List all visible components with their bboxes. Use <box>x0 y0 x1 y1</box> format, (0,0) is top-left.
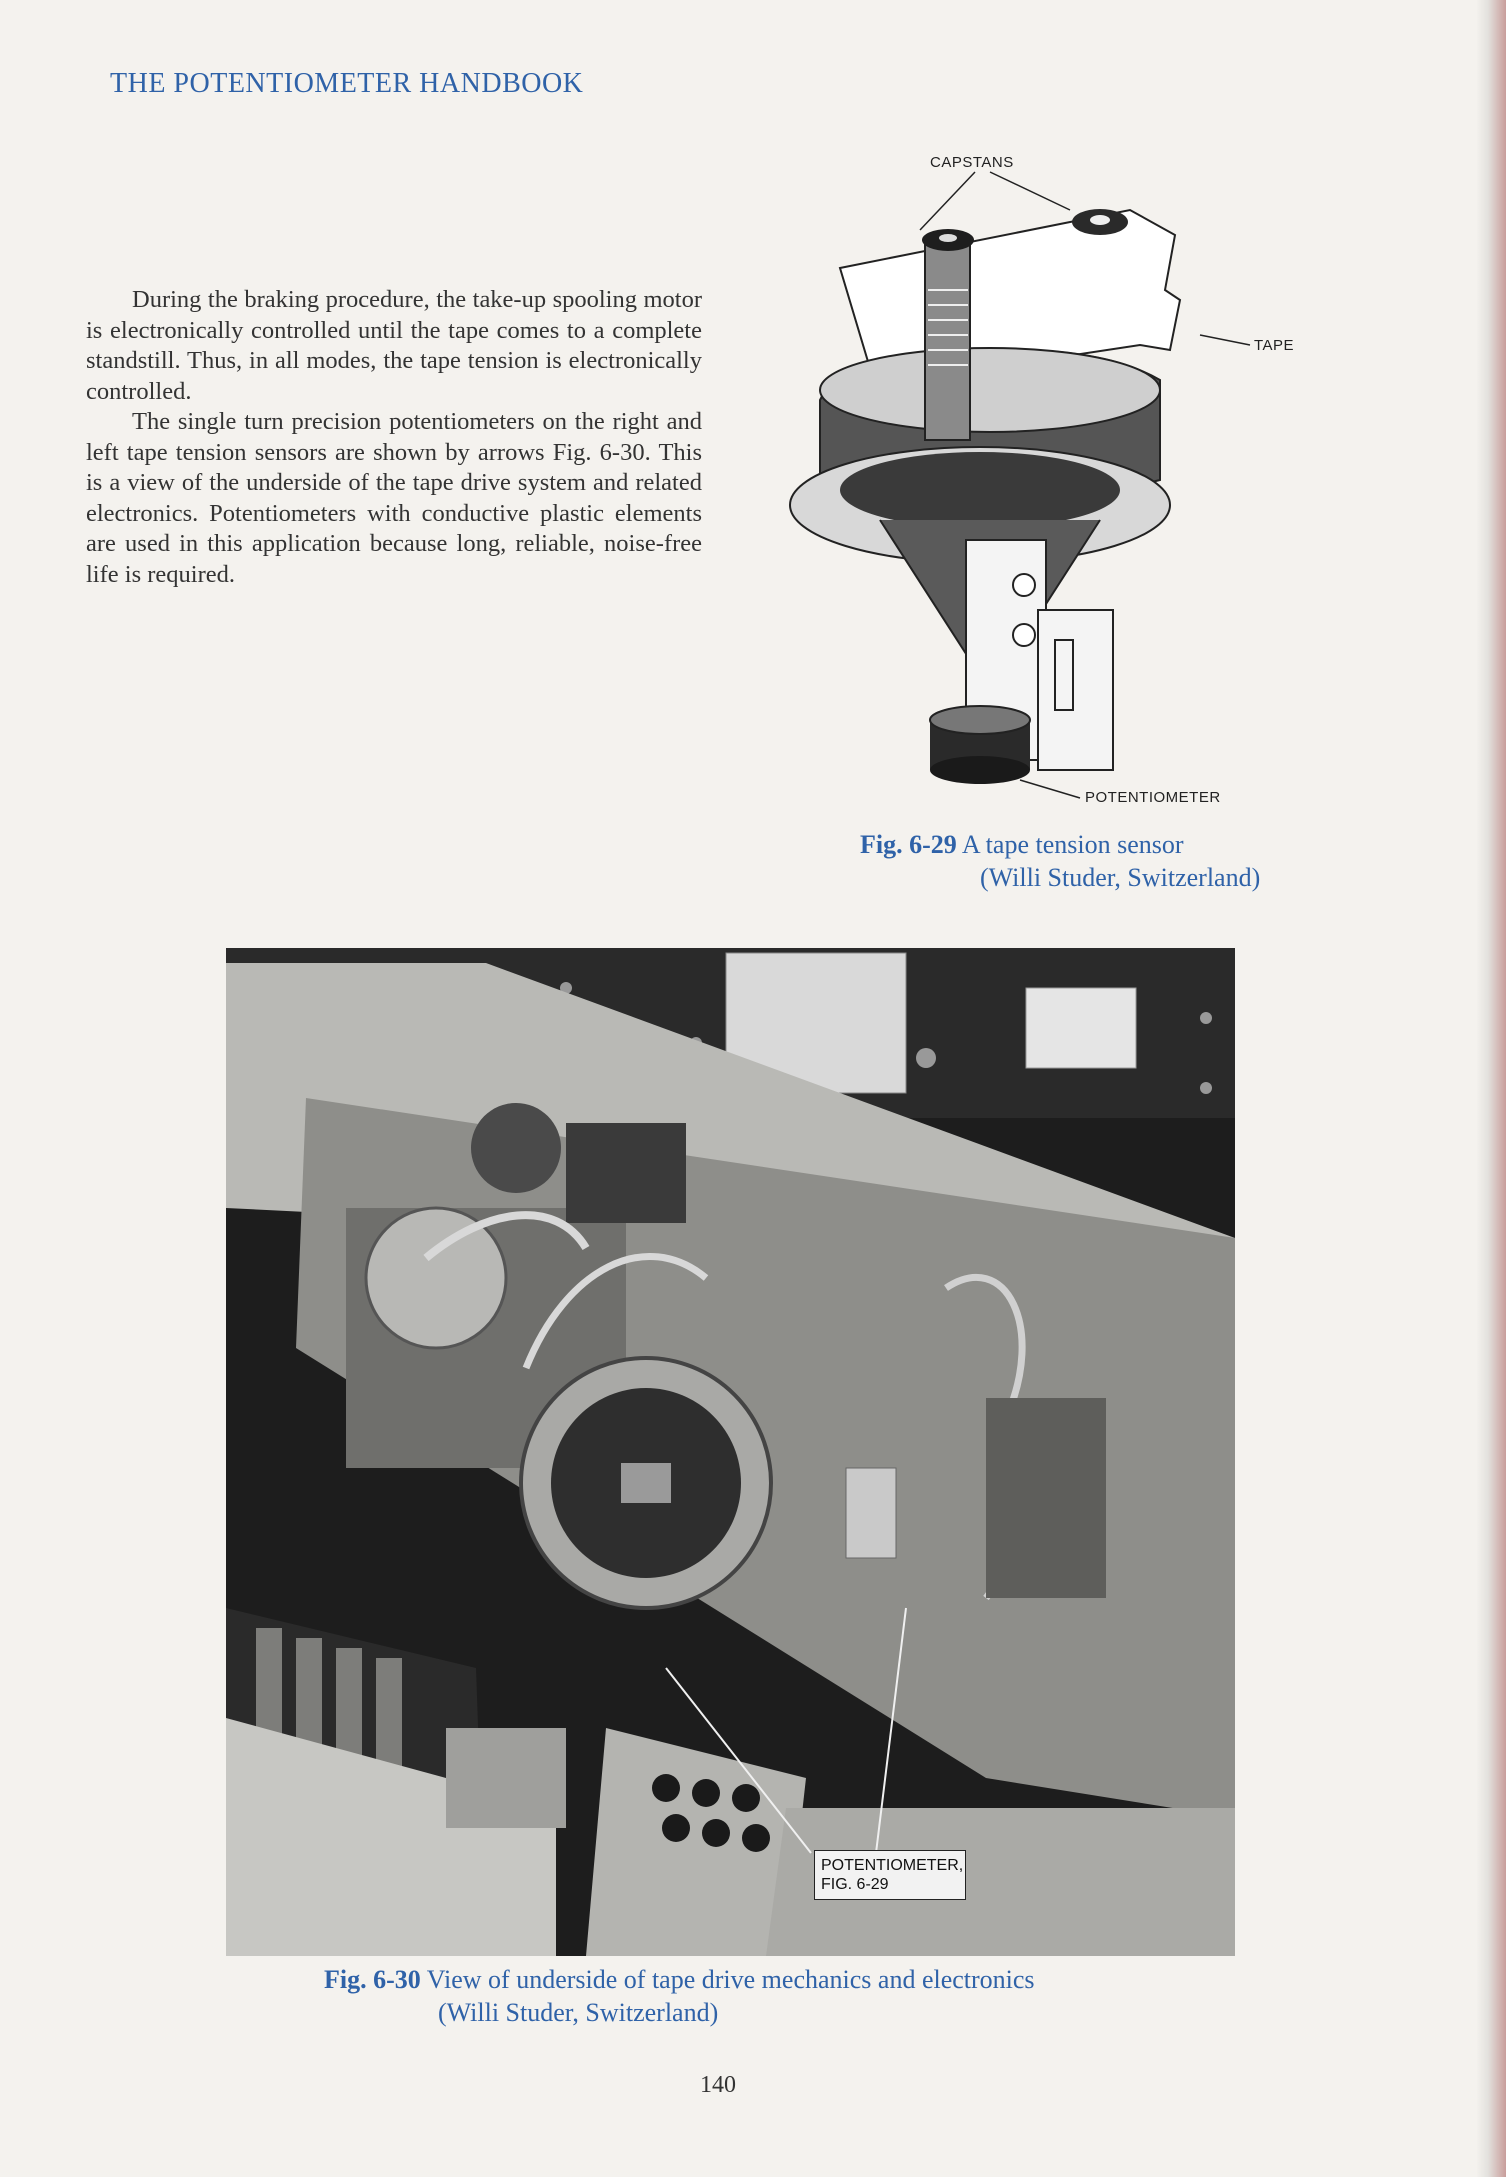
tape-label: TAPE <box>1254 337 1295 354</box>
figure-6-29-caption <box>860 828 1340 894</box>
paragraph: During the braking procedure, the take-up spooling motor is electronically controlled until the tape comes to a complete standstill. Thus, in all modes, the tape tension is electronically controlled. <box>86 286 702 405</box>
paragraph: The single turn precision potentiometers on the right and left tape tension sensors are shown by arrows Fig. 6-30. This is a view of the underside of the tape drive system and related electronics. Potentiometers with conductive plastic elements are used in this application because long, reliable, noise-free life is required. <box>86 408 702 588</box>
potentiometer-callout-label <box>814 1850 966 1900</box>
potentiometer-label: POTENTIOMETER <box>1085 789 1221 806</box>
tape-drive-underside-photo <box>226 948 1235 1956</box>
capstans-label: CAPSTANS <box>930 154 1014 171</box>
callout-line: POTENTIOMETER, <box>821 1857 964 1874</box>
figure-number: Fig. 6-29 <box>860 830 957 859</box>
callout-line: FIG. 6-29 <box>821 1876 889 1893</box>
running-head: THE POTENTIOMETER HANDBOOK <box>110 68 584 99</box>
body-text <box>86 285 702 590</box>
caption-text: View of underside of tape drive mechanics and electronics <box>426 1965 1035 1994</box>
figure-6-30-caption <box>324 1963 1224 2029</box>
figure-number: Fig. 6-30 <box>324 1965 421 1994</box>
page-number: 140 <box>700 2072 736 2098</box>
tape-tension-sensor-illustration <box>780 140 1340 830</box>
page-edge-shadow <box>1476 0 1506 2177</box>
caption-credit: (Willi Studer, Switzerland) <box>980 863 1261 892</box>
caption-credit: (Willi Studer, Switzerland) <box>438 1998 719 2027</box>
caption-text: A tape tension sensor <box>961 830 1184 859</box>
